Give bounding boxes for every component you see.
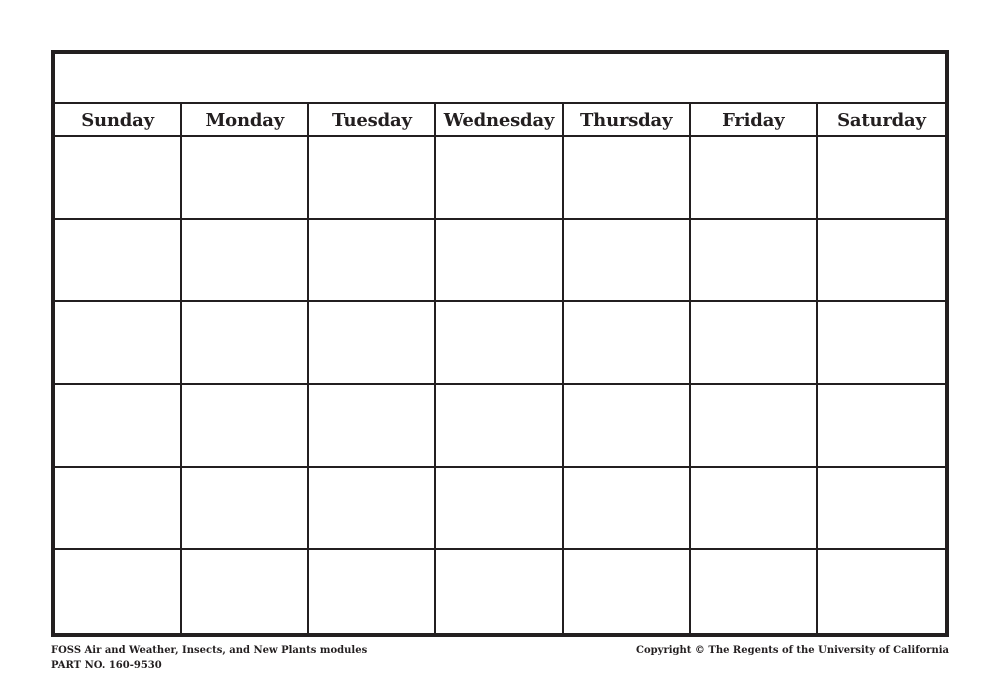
day-cell [309, 137, 436, 220]
day-cell [55, 385, 182, 468]
day-cell [564, 137, 691, 220]
day-header-saturday: Saturday [818, 104, 945, 137]
day-cell [436, 468, 563, 551]
footer-modules-text: FOSS Air and Weather, Insects, and New Plants modules [51, 645, 368, 656]
day-header-tuesday: Tuesday [309, 104, 436, 137]
day-cell [436, 302, 563, 385]
day-cell [309, 468, 436, 551]
footer-left [51, 643, 367, 673]
day-cell [691, 385, 818, 468]
calendar-grid [55, 104, 945, 633]
day-cell [55, 302, 182, 385]
day-cell [691, 220, 818, 303]
day-cell [55, 550, 182, 633]
day-cell [182, 468, 309, 551]
day-cell [309, 220, 436, 303]
day-header-wednesday: Wednesday [436, 104, 563, 137]
day-cell [818, 137, 945, 220]
day-cell [182, 385, 309, 468]
day-cell [182, 302, 309, 385]
day-header-thursday: Thursday [564, 104, 691, 137]
day-cell [691, 550, 818, 633]
day-cell [55, 137, 182, 220]
day-cell [564, 550, 691, 633]
day-cell [309, 550, 436, 633]
day-cell [436, 550, 563, 633]
day-cell [564, 302, 691, 385]
day-cell [182, 550, 309, 633]
day-cell [818, 550, 945, 633]
day-cell [818, 468, 945, 551]
day-cell [309, 302, 436, 385]
day-cell [564, 385, 691, 468]
footer-part-number: PART NO. 160-9530 [51, 660, 162, 671]
day-cell [182, 220, 309, 303]
day-cell [818, 385, 945, 468]
day-cell [818, 220, 945, 303]
day-cell [436, 220, 563, 303]
month-title-band [55, 54, 945, 104]
day-cell [818, 302, 945, 385]
footer-copyright: Copyright © The Regents of the University of California [636, 645, 949, 656]
day-cell [691, 468, 818, 551]
day-cell [691, 137, 818, 220]
day-cell [309, 385, 436, 468]
day-cell [691, 302, 818, 385]
day-cell [436, 137, 563, 220]
day-cell [55, 220, 182, 303]
calendar-grid-frame [51, 50, 949, 637]
day-header-sunday: Sunday [55, 104, 182, 137]
day-cell [436, 385, 563, 468]
day-cell [182, 137, 309, 220]
day-cell [564, 468, 691, 551]
day-cell [564, 220, 691, 303]
day-header-friday: Friday [691, 104, 818, 137]
day-cell [55, 468, 182, 551]
day-header-monday: Monday [182, 104, 309, 137]
